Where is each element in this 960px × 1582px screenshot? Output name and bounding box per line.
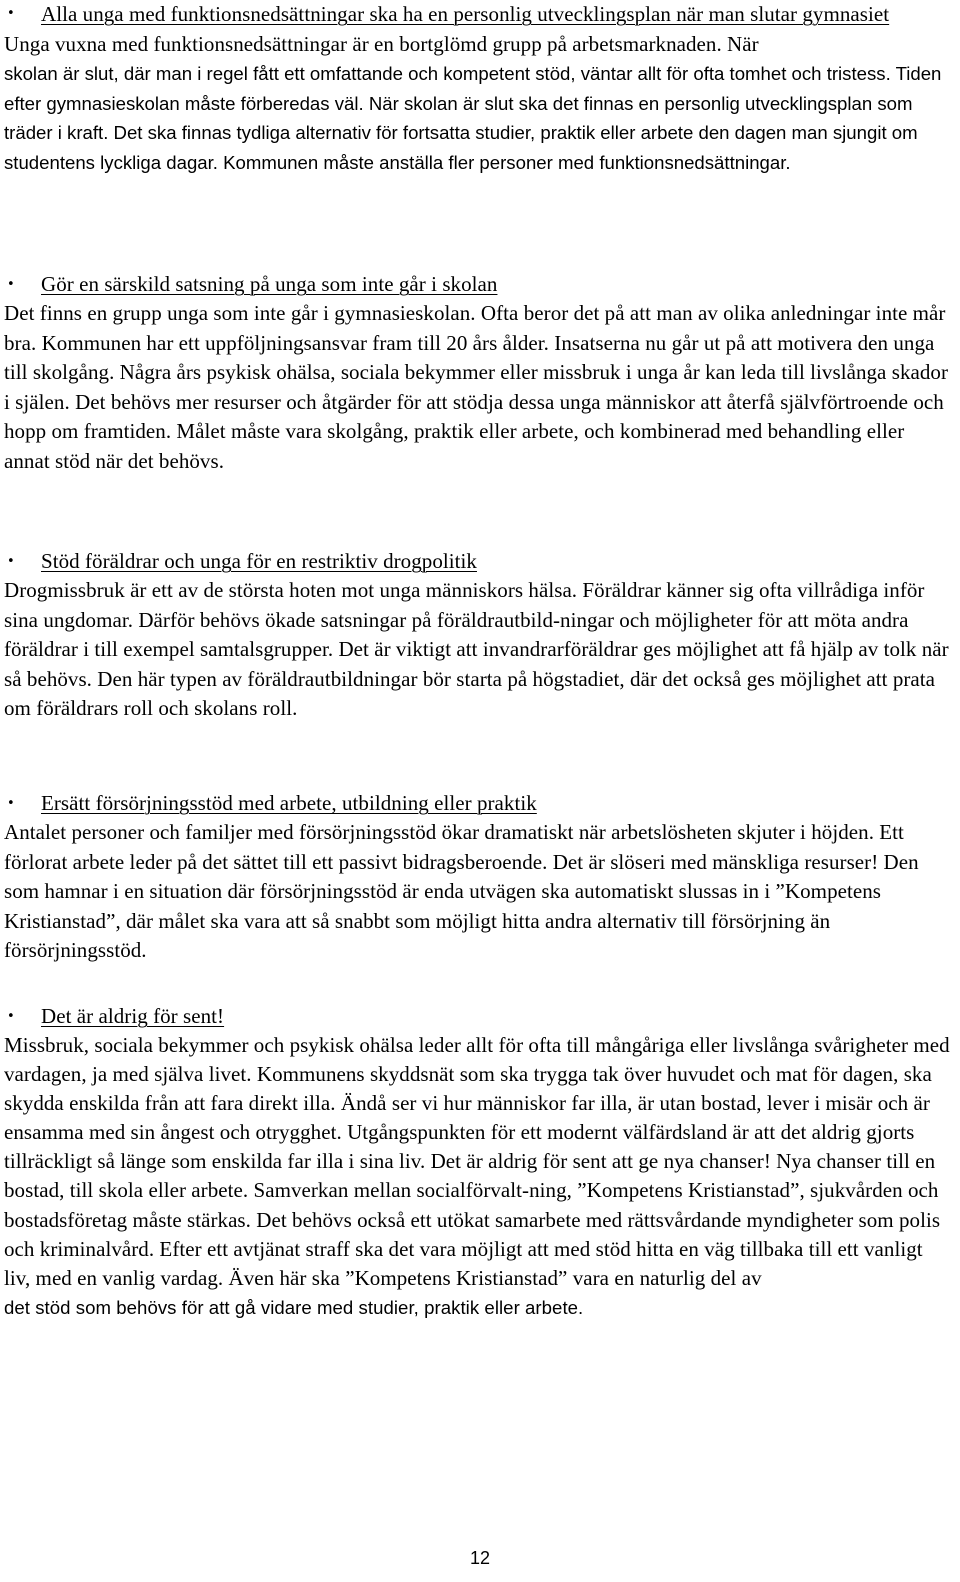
section-heading: Stöd föräldrar och unga för en restriktiv drogpolitik xyxy=(41,549,477,573)
section-body: Missbruk, sociala bekymmer och psykisk ohälsa leder allt för ofta till mångåriga eller livslånga svårigheter med vardagen, ja med själva livet. Kommunens skyddsnät som ska trygga tak över huvudet och mat för dagen, ska skydda enskilda från att fara direkt illa. Ändå ser vi hur människor far illa, är utan bostad, lever i misär och är ensamma med sin ångest och otrygghet. Utgångspunkten för ett modernt välfärdsland är att det aldrig gjorts tillräckligt så länge som enskilda far illa i sina liv. Det är aldrig för sent att ge nya chanser! Nya chanser till en bostad, till skola eller arbete. Samverkan mellan socialförvalt-ning, ”Kompetens Kristianstad”, sjukvården och bostadsföretag måste stärkas. Det behövs också ett utökat samarbete med rättsvårdande myndigheter som polis och kriminalvård. Efter ett avtjänat straff ska det vara möjligt att med stöd hitta en väg tillbaka till ett vanligt liv, med en vanlig vardag. Även här ska ”Kompetens Kristianstad” vara en naturlig del av xyxy=(4,1033,950,1290)
section-heading-row xyxy=(4,0,954,28)
section-never-too-late xyxy=(4,1002,954,1322)
section-body-continued: det stöd som behövs för att gå vidare med studier, praktik eller arbete. xyxy=(4,1296,584,1318)
bullet-icon: • xyxy=(7,554,15,569)
section-body: Antalet personer och familjer med försörjningsstöd ökar dramatiskt när arbetslösheten skjuter i höjden. Ett förlorat arbete leder på det sättet till ett passivt bidragsberoende. Det är slöseri med mänskliga resurser! Den som hamnar i en situation där försörjningsstöd är enda utvägen ska automatiskt slussas in i ”Kompetens Kristianstad”, där målet ska vara att så snabbt som möjligt hitta andra alternativ till försörjning än försörjningsstöd. xyxy=(4,820,919,962)
section-heading: Gör en särskild satsning på unga som inte går i skolan xyxy=(41,272,498,296)
section-heading: Alla unga med funktionsnedsättningar ska ha en personlig utvecklingsplan när man slutar gymnasiet xyxy=(41,2,890,26)
section-body: Drogmissbruk är ett av de största hoten mot unga människors hälsa. Föräldrar känner sig ofta villrådiga inför sina ungdomar. Därför behövs ökade satsningar på föräldrautbild-ningar och möjligheter för att möta andra föräldrar i till exempel samtalsgrupper. Det är viktigt att invandrarföräldrar ges möjlighet att få hjälp av tolk när så behövs. Den här typen av föräldrautbildningar bör starta på högstadiet, där det också ges möjlighet att prata om föräldrars roll och skolans roll. xyxy=(4,578,949,720)
bullet-icon: • xyxy=(7,1009,15,1024)
bullet-icon: • xyxy=(7,277,15,292)
section-body: Det finns en grupp unga som inte går i gymnasieskolan. Ofta beror det på att man av olika anledningar inte mår bra. Kommunen har ett uppföljningsansvar fram till 20 års ålder. Insatserna nu går ut på att motivera den unga till skolgång. Några års psykisk ohälsa, sociala bekymmer eller missbruk i unga år kan leda till livslånga skador i själen. Det behövs mer resurser och åtgärder för att stödja dessa unga människor att återfå självförtroende och hopp om framtiden. Målet måste vara skolgång, praktik eller arbete, och kombinerad med behandling eller annat stöd när det behövs. xyxy=(4,301,949,473)
section-body: Unga vuxna med funktionsnedsättningar är en bortglömd grupp på arbetsmarknaden. När xyxy=(4,32,759,56)
section-youth-outside-school xyxy=(4,270,954,476)
section-heading: Ersätt försörjningsstöd med arbete, utbildning eller praktik xyxy=(41,791,537,815)
bullet-icon: • xyxy=(7,6,15,21)
bullet-icon: • xyxy=(7,796,15,811)
page-number: 12 xyxy=(469,1548,491,1568)
section-heading-row xyxy=(4,270,954,299)
section-income-support xyxy=(4,789,954,966)
section-heading-row xyxy=(4,547,954,576)
section-body-continued: skolan är slut, där man i regel fått ett omfattande och kompetent stöd, väntar allt för ofta tomhet och tristess. Tiden efter gymnasieskolan måste förberedas väl. När skolan är slut ska det finnas en personlig utvecklingsplan som träder i kraft. Det ska finnas tydliga alternativ för fortsatta studier, praktik eller arbete den dagen man sjungit om studentens lyckliga dagar. Kommunen måste anställa fler personer med funktionsnedsättningar. xyxy=(4,63,942,173)
section-heading-row xyxy=(4,789,954,818)
section-drug-policy xyxy=(4,547,954,724)
section-heading: Det är aldrig för sent! xyxy=(41,1004,225,1028)
section-disability-plan xyxy=(4,0,954,177)
section-heading-row xyxy=(4,1002,954,1031)
